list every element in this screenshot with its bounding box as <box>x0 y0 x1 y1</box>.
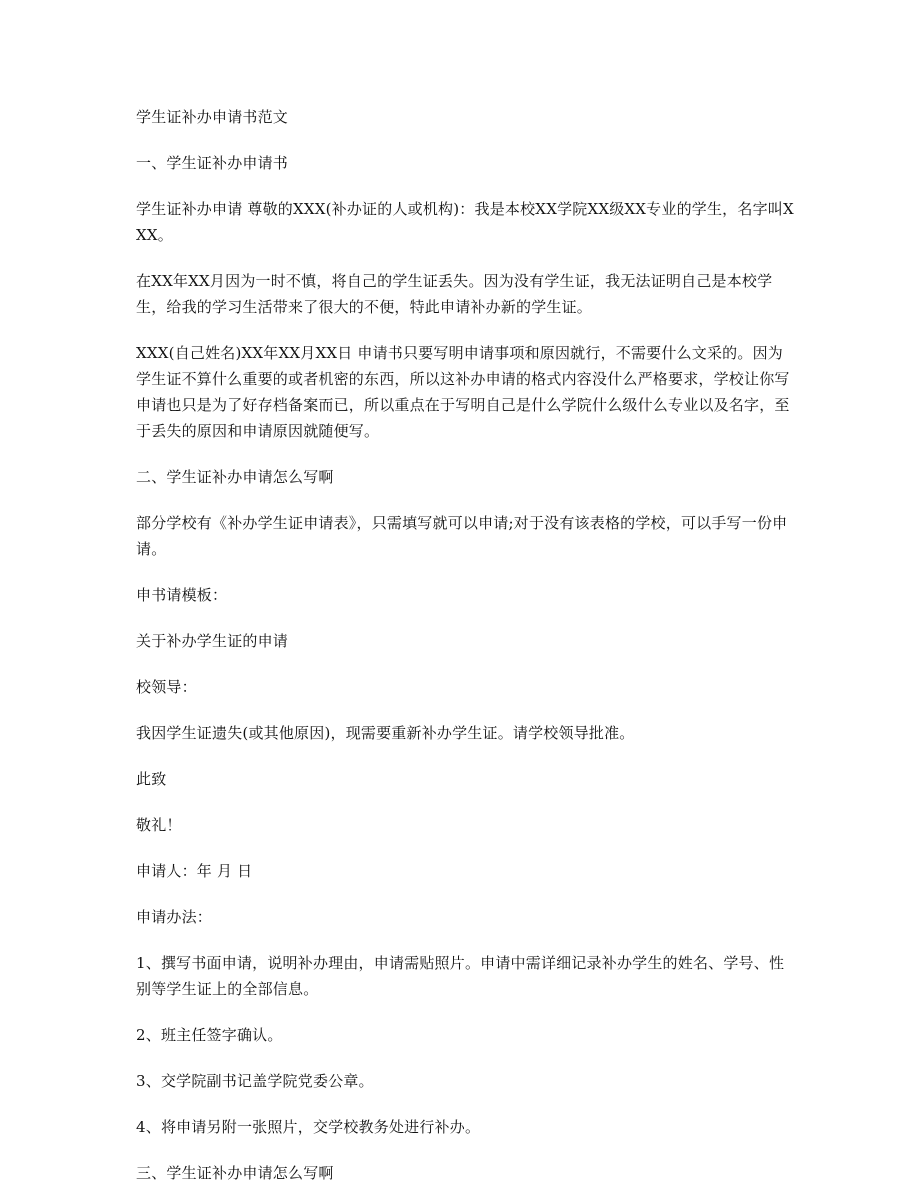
method-heading: 申请办法： <box>136 908 213 926</box>
document-page <box>136 104 796 1186</box>
method-step-4: 4、将申请另附一张照片，交学校教务处进行补办。 <box>136 1118 481 1136</box>
section-heading-3: 三、学生证补办申请怎么写啊 <box>136 1164 334 1182</box>
template-closing-2: 敬礼！ <box>136 816 182 834</box>
method-step-2: 2、班主任签字确认。 <box>136 1026 283 1044</box>
paragraph-form-info: 部分学校有《补办学生证申请表》，只需填写就可以申请;对于没有该表格的学校，可以手写一份申请。 <box>136 514 788 558</box>
paragraph-salutation: 学生证补办申请 尊敬的XXX(补办证的人或机构)：我是本校XX学院XX级XX专业的学生，名字叫XXX。 <box>136 200 794 244</box>
section-heading-1: 一、学生证补办申请书 <box>136 154 289 172</box>
paragraph-explanation: XXX(自己姓名)XX年XX月XX日 申请书只要写明申请事项和原因就行，不需要什么文采的。因为学生证不算什么重要的或者机密的东西，所以这补办申请的格式内容没什么严格要求，学校让你写申请也只是为了好存档备案而已，所以重点在于写明自己是什么学院什么级什么专业以及名字，至于丢失的原因和申请原因就随便写。 <box>136 344 790 440</box>
template-closing-1: 此致 <box>136 770 167 788</box>
method-step-3: 3、交学院副书记盖学院党委公章。 <box>136 1072 374 1090</box>
method-step-1: 1、撰写书面申请，说明补办理由，申请需贴照片。申请中需详细记录补办学生的姓名、学号、性别等学生证上的全部信息。 <box>136 954 785 998</box>
template-title: 关于补办学生证的申请 <box>136 632 289 650</box>
template-addressee: 校领导： <box>136 678 197 696</box>
template-label: 申书请模板： <box>136 586 228 604</box>
document-title: 学生证补办申请书范文 <box>136 108 289 126</box>
paragraph-loss-reason: 在XX年XX月因为一时不慎，将自己的学生证丢失。因为没有学生证，我无法证明自己是本校学生，给我的学习生活带来了很大的不便，特此申请补办新的学生证。 <box>136 272 773 316</box>
template-signature: 申请人：年 月 日 <box>136 862 253 880</box>
section-heading-2: 二、学生证补办申请怎么写啊 <box>136 468 334 486</box>
template-body: 我因学生证遗失(或其他原因)，现需要重新补办学生证。请学校领导批准。 <box>136 724 635 742</box>
